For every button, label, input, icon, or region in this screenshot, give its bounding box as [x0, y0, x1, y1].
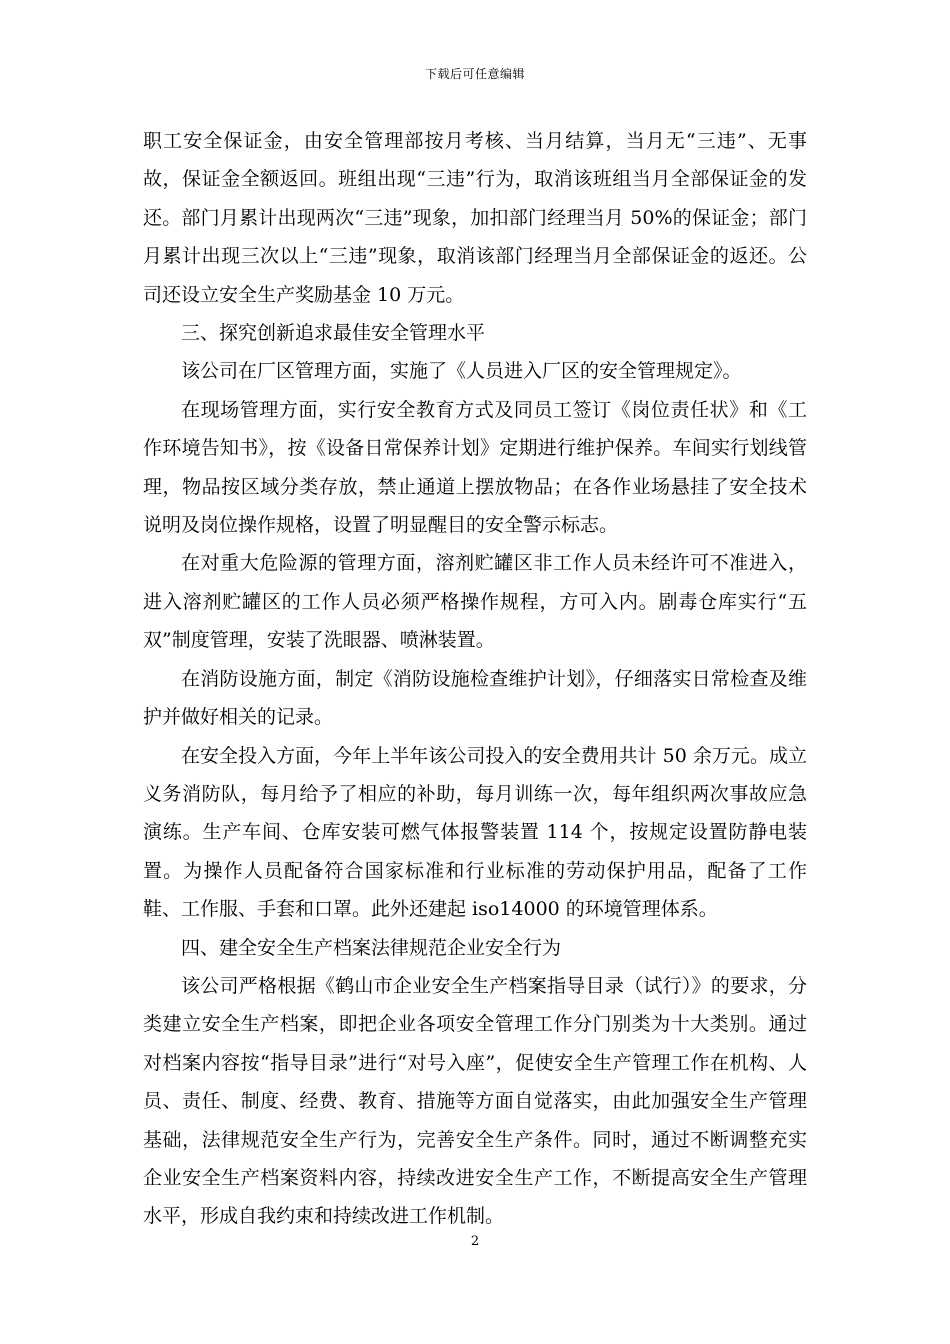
document-body [143, 122, 807, 1236]
page-header: 下载后可任意编辑 [424, 67, 525, 81]
page-number: 2 [470, 1234, 480, 1249]
section-heading-3: 三、探究创新追求最佳安全管理水平 [181, 322, 486, 345]
paragraph-guarantee-deposit: 职工安全保证金，由安全管理部按月考核、当月结算，当月无“三违”、无事故，保证金全额返回。班组出现“三违”行为，取消该班组当月全部保证金的发还。部门月累计出现两次“三违”现象，加扣部门经理当月 50%的保证金；部门月累计出现三次以上“三违”现象，取消该部门经理当月全部保证金的返还。公司还设立安全生产奖励基金 10 万元。 [143, 130, 807, 306]
paragraph-safety-archives: 该公司严格根据《鹤山市企业安全生产档案指导目录（试行）》的要求，分类建立安全生产档案，即把企业各项安全管理工作分门别类为十大类别。通过对档案内容按“指导目录”进行“对号入座”，促使安全生产管理工作在机构、人员、责任、制度、经费、教育、措施等方面自觉落实，由此加强安全生产管理基础，法律规范安全生产行为，完善安全生产条件。同时，通过不断调整充实企业安全生产档案资料内容，持续改进安全生产工作，不断提高安全生产管理水平，形成自我约束和持续改进工作机制。 [143, 974, 807, 1228]
paragraph-safety-investment: 在安全投入方面，今年上半年该公司投入的安全费用共计 50 余万元。成立义务消防队，每月给予了相应的补助，每月训练一次，每年组织两次事故应急演练。生产车间、仓库安装可燃气体报警装置 114 个，按规定设置防静电装置。为操作人员配备符合国家标准和行业标准的劳动保护用品，配备了工作鞋、工作服、手套和口罩。此外还建起 iso14000 的环境管理体系。 [143, 744, 807, 921]
paragraph-site-management: 在现场管理方面，实行安全教育方式及同员工签订《岗位责任状》和《工作环境告知书》，按《设备日常保养计划》定期进行维护保养。车间实行划线管理，物品按区域分类存放，禁止通道上摆放物品；在各作业场悬挂了安全技术说明及岗位操作规格，设置了明显醒目的安全警示标志。 [143, 398, 807, 537]
paragraph-plant-area: 该公司在厂区管理方面，实施了《人员进入厂区的安全管理规定》。 [181, 360, 742, 383]
paragraph-fire-facilities: 在消防设施方面，制定《消防设施检查维护计划》，仔细落实日常检查及维护并做好相关的记录。 [143, 667, 807, 729]
paragraph-hazard-sources: 在对重大危险源的管理方面，溶剂贮罐区非工作人员未经许可不准进入，进入溶剂贮罐区的工作人员必须严格操作规程，方可入内。剧毒仓库实行“五双”制度管理，安装了洗眼器、喷淋装置。 [143, 552, 807, 652]
section-heading-4: 四、建全安全生产档案法律规范企业安全行为 [181, 936, 562, 959]
